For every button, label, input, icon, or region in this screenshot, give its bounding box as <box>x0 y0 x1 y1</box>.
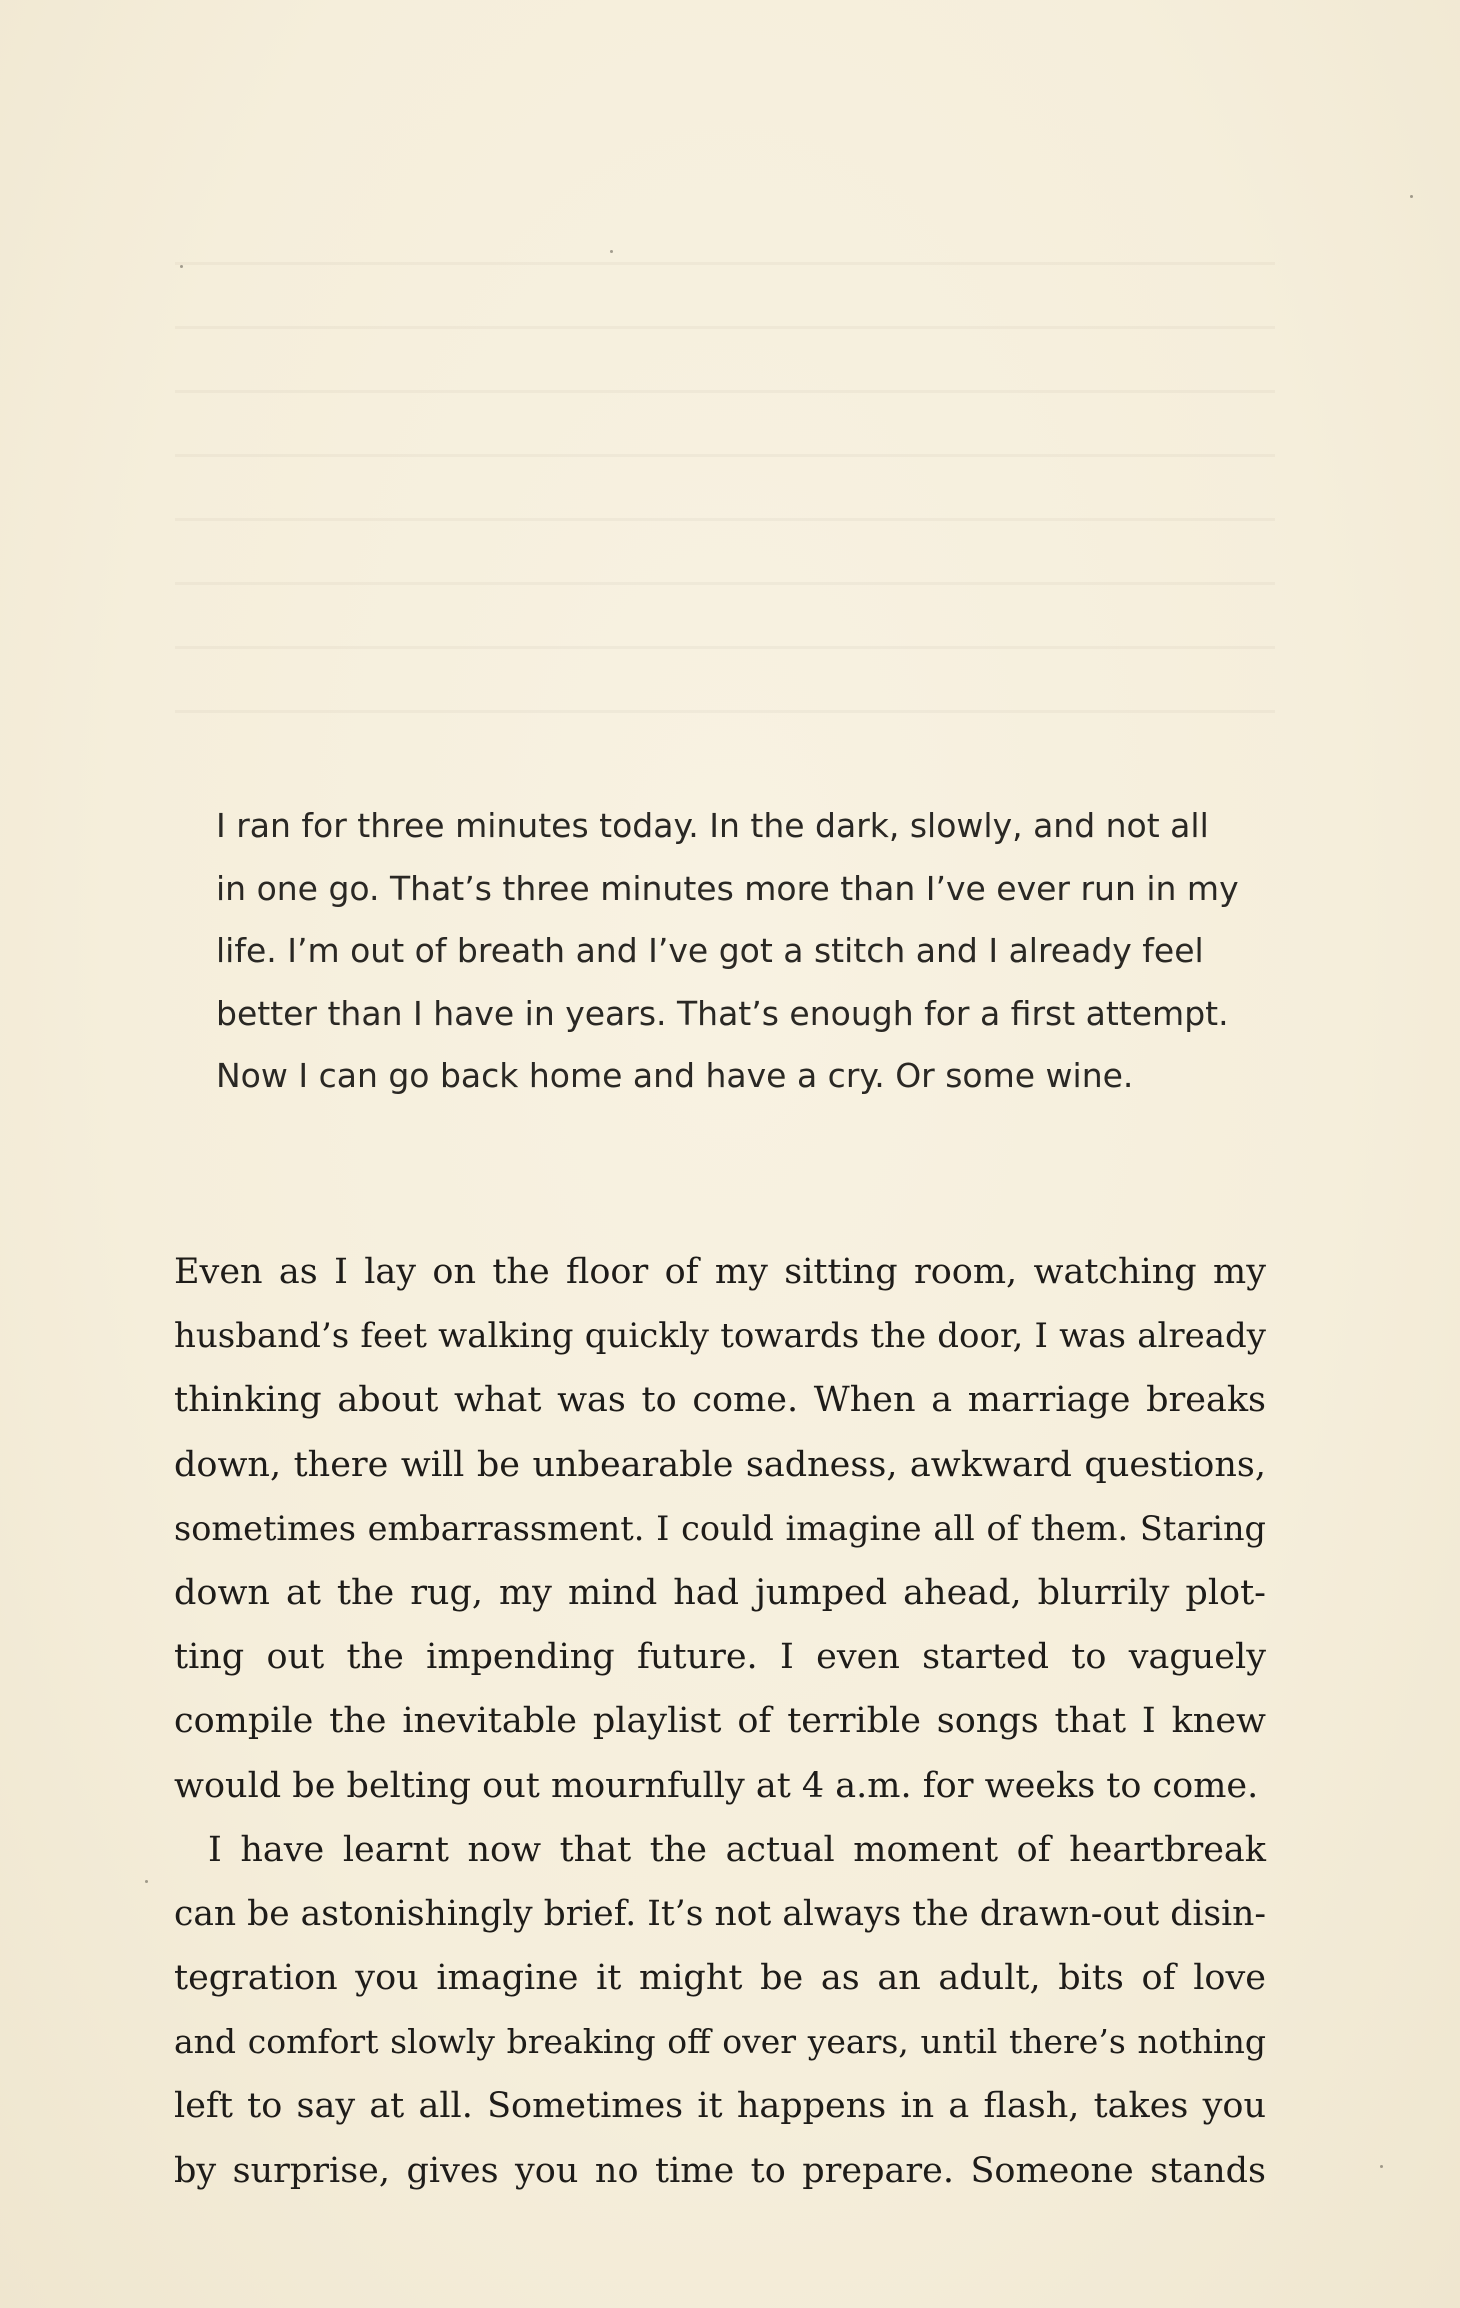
text-line: would be belting out mournfully at 4 a.m. for weeks to come. <box>174 1765 1259 1806</box>
text-line: compile the inevitable playlist of terrible songs that I knew <box>174 1701 1266 1742</box>
show-through-mark <box>175 710 1275 713</box>
text-line: left to say at all. Sometimes it happens in a flash, takes you <box>174 2086 1266 2127</box>
text-line: thinking about what was to come. When a marriage breaks <box>174 1380 1266 1421</box>
paper-speck <box>145 1880 148 1883</box>
epigraph-line: better than I have in years. That’s enough for a first attempt. <box>216 993 1229 1033</box>
text-line: by surprise, gives you no time to prepare. Someone stands <box>174 2150 1266 2191</box>
text-line: husband’s feet walking quickly towards the door, I was already <box>174 1316 1266 1357</box>
text-line: sometimes embarrassment. I could imagine all of them. Staring <box>174 1508 1266 1548</box>
paper-speck <box>180 265 183 268</box>
show-through-mark <box>175 454 1275 457</box>
text-line: Even as I lay on the floor of my sitting room, watching my <box>174 1252 1266 1292</box>
paragraph-1 <box>174 1240 1266 1818</box>
text-line: I have learnt now that the actual moment of heartbreak <box>208 1829 1266 1870</box>
body-text <box>174 1240 1266 2203</box>
show-through-mark <box>175 262 1275 265</box>
show-through-mark <box>175 518 1275 521</box>
show-through-mark <box>175 326 1275 329</box>
epigraph-line: I ran for three minutes today. In the dark, slowly, and not all <box>216 806 1209 845</box>
text-line: down, there will be unbearable sadness, awkward questions, <box>174 1444 1266 1485</box>
show-through-mark <box>175 582 1275 585</box>
text-line: ting out the impending future. I even started to vaguely <box>174 1637 1266 1678</box>
text-line: down at the rug, my mind had jumped ahead, blurrily plot- <box>174 1572 1266 1613</box>
epigraph-line: life. I’m out of breath and I’ve got a stitch and I already feel <box>216 931 1204 971</box>
epigraph-line: in one go. That’s three minutes more than I’ve ever run in my <box>216 868 1239 908</box>
paper-speck <box>1380 2165 1383 2168</box>
paper-speck <box>1410 195 1413 198</box>
text-line: can be astonishingly brief. It’s not always the drawn-out disin- <box>174 1893 1266 1934</box>
text-line: and comfort slowly breaking off over years, until there’s nothing <box>174 2022 1266 2062</box>
epigraph-line: Now I can go back home and have a cry. Or some wine. <box>216 1056 1134 1096</box>
epigraph-block <box>216 795 1256 1108</box>
show-through-mark <box>175 646 1275 649</box>
text-line: tegration you imagine it might be as an adult, bits of love <box>174 1958 1266 1999</box>
paper-speck <box>610 250 613 253</box>
show-through-mark <box>175 390 1275 393</box>
paragraph-2 <box>174 1818 1266 2203</box>
